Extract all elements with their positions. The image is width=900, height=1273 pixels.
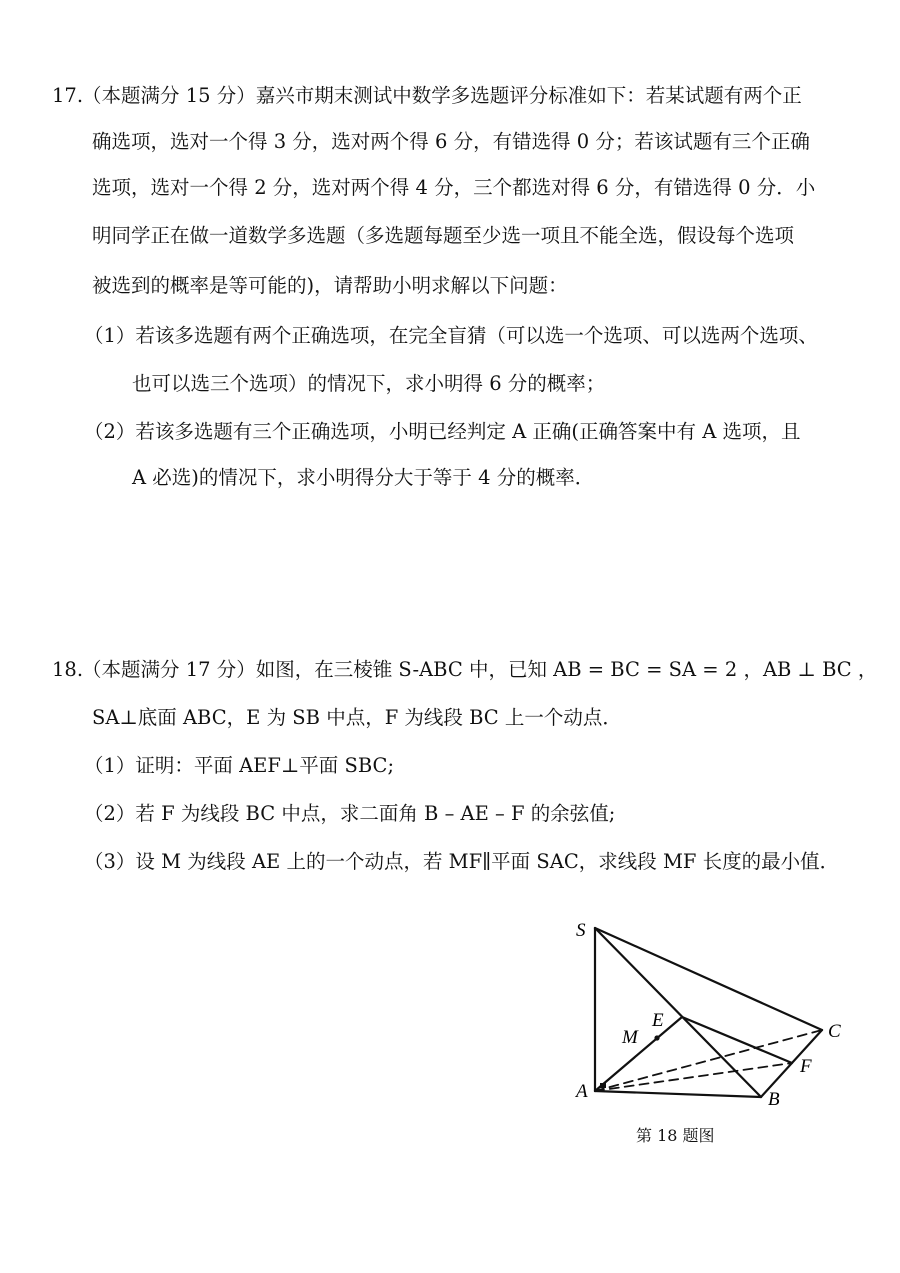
problem-17-line-3: 选项，选对一个得 2 分，选对两个得 4 分，三个都选对得 6 分，有错选得 0 分．小 [92, 176, 816, 199]
problem-17-sub1-line-1: （1）若该多选题有两个正确选项，在完全盲猜（可以选一个选项、可以选两个选项、 [84, 324, 818, 347]
problem-18-line-2: SA⊥底面 ABC，E 为 SB 中点，F 为线段 BC 上一个动点． [92, 706, 622, 729]
problem-17-sub1-line-2: 也可以选三个选项）的情况下，求小明得 6 分的概率； [132, 372, 606, 395]
problem-17-line-2: 确选项，选对一个得 3 分，选对两个得 6 分，有错选得 0 分；若该试题有三个正确 [92, 130, 810, 153]
problem-17-number: 17. [52, 84, 84, 107]
problem-17-line-4: 明同学正在做一道数学多选题（多选题每题至少选一项且不能全选，假设每个选项 [92, 224, 795, 247]
problem-18-sub3: （3）设 M 为线段 AE 上的一个动点，若 MF∥平面 SAC，求线段 MF 长度的最小值． [84, 850, 840, 873]
problem-17-sub2-line-1: （2）若该多选题有三个正确选项，小明已经判定 A 正确(正确答案中有 A 选项，且 [84, 420, 801, 443]
problem-18-line-1: （本题满分 17 分）如图，在三棱锥 S-ABC 中，已知 AB = BC = SA = 2 ，AB ⊥ BC ， [82, 658, 878, 681]
problem-18-number: 18. [52, 658, 84, 681]
problem-18-sub2: （2）若 F 为线段 BC 中点，求二面角 B – AE – F 的余弦值; [84, 802, 616, 825]
problem-17-line-1: （本题满分 15 分）嘉兴市期末测试中数学多选题评分标准如下：若某试题有两个正 [82, 84, 802, 107]
problem-17-line-5: 被选到的概率是等可能的)，请帮助小明求解以下问题： [92, 274, 568, 297]
label-C: C [828, 1021, 841, 1042]
label-E: E [652, 1010, 664, 1031]
point-M [654, 1035, 659, 1040]
label-F: F [800, 1056, 812, 1077]
edge-AB [595, 1091, 761, 1097]
edge-SC [595, 928, 822, 1030]
right-angle-mark [600, 1083, 606, 1088]
label-S: S [576, 920, 586, 941]
label-M: M [622, 1027, 638, 1048]
problem-17-sub2-line-2: A 必选)的情况下，求小明得分大于等于 4 分的概率． [132, 466, 595, 489]
segment-EF [682, 1017, 792, 1063]
label-A: A [576, 1081, 588, 1102]
problem-18-sub1: （1）证明：平面 AEF⊥平面 SBC; [84, 754, 395, 777]
label-B: B [768, 1089, 780, 1110]
figure-caption: 第 18 题图 [636, 1126, 715, 1145]
